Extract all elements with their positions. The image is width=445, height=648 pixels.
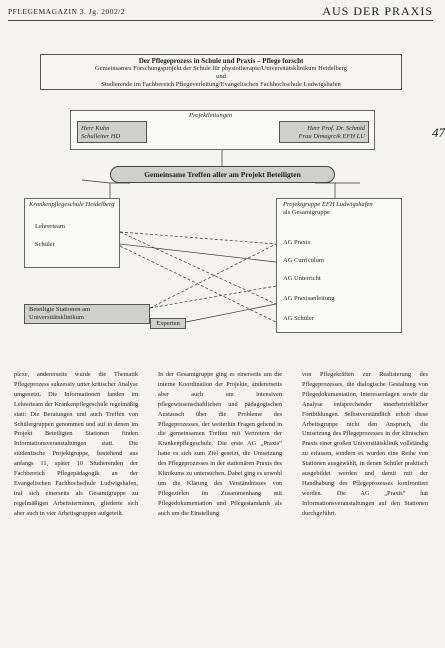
central-meeting-box: Gemeinsame Treffen aller am Projekt Beteiligten <box>110 166 335 183</box>
section-header: AUS DER PRAXIS <box>322 4 433 18</box>
column-3-text: von Pflegekräften zur Realisierung des Pflegeprozesses, die dialogische Gestaltung von Pflegedokumentation, Interessenlagen sowie die Analyse entsprechender innerbetrieblicher Fortbildungen. Selbstverständlich erhob diese Arbeitsgruppe nicht den Anspruch, die Umsetzung des Pflegeprozesses in der klinischen Praxis einer großen Universitätsklinik vollständig zu erfassen, sondern es wurden eine Reihe von Stationen ausgewählt, in denen Schüler praktisch ausgebildet werden und damit mit der Handhabung des Pflegeprozesses konfrontiert werden. Die AG „Praxis“ hat Informationsveranstaltungen auf den Stationen durchgeführt. <box>302 371 428 517</box>
ag-praxisanleitung-label: AG Praxisanleitung <box>283 295 335 302</box>
text-column-1 <box>14 370 138 640</box>
diagram-subtitle-2: Studierende im Fachbereich Pflegeverleitung/Evangelischen Fachhochschule Ludwigshafen <box>101 81 341 88</box>
diagram-title: Der Pflegeprozess in Schule und Praxis – Pflege forscht <box>138 57 304 65</box>
ag-schueler-label: AG Schüler <box>283 315 314 322</box>
nursing-school-title: Krankenpflegeschule Heidelberg <box>29 201 115 208</box>
column-2-text: In der Gesamtgruppe ging es einerseits um die interne Koordination der Projekte, andererseits aber auch um intensiven pflegewissenschaftlichen und pädagogischen Austausch über die Probleme des Pflegeprozesses, der weiterhin Fragen gehend in die gemeinsamen Treffen mit Vertretern der Krankenpflegeschule. Die erste AG „Praxis“ hatte es sich zum Ziel gesetzt, die Umsetzung des Pflegeprozesses in der stationären Praxis des Klinikums zu untersuchen. Dabei ging es sowohl um die Klärung des Verständnisses von Pflegezielen im Zusammenhang mit Pflegedokumentation und Pflegestandards als auch um die Einstellung <box>158 371 282 517</box>
ag-unterricht-label: AG Unterricht <box>283 275 321 282</box>
ag-curriculum-label: AG Curriculum <box>283 257 324 264</box>
diagram-subtitle-and: und <box>216 73 226 80</box>
lead-left-name: Herr Kuhn <box>81 125 110 132</box>
teacher-team-label: Lehrerteam <box>35 223 65 230</box>
ag-praxis-label: AG Praxis <box>283 239 311 246</box>
lead-right-box <box>279 121 369 143</box>
project-group-subtitle: als Gesamtgruppe <box>283 209 330 216</box>
page-number: 47 <box>432 125 445 140</box>
students-label: Schüler <box>35 241 55 248</box>
diagram-subtitle: Gemeinsames Forschungsprojekt der Schule für physiotherapie/Universitätsklinikum Heidelberg <box>95 65 347 72</box>
project-leads-box <box>70 110 375 150</box>
clinic-stations-line-2: Universitätsklinikum <box>29 314 84 321</box>
clinic-stations-line-1: Beteiligte Stationen am <box>29 306 91 313</box>
column-1-text: plexe, andererseits wurde die Thematik Pflegeprozess sukzessiv unter kritischer Analyse umgesetzt. Die Informationen fanden im Lehrerteam der Krankenpflegeschule regelmäßig statt: Die Beratungen und auch Treffen von Schülergruppen genommen und auf in denen im Projekt Beteiligten Stationen finden Informationsveranstaltungen statt. Die studentische Projektgruppe, bestehend aus anfangs 11, später 10 Studierenden der Fachbereich Pflegepädagogik an der Evangelischen Fachhochschule Ludwigshafen, traf sich einerseits als Gesamtgruppe zu regelmäßigen Arbeitsterminen, gliederte sich aber auch in vier Arbeitsgruppen aufgeteilt. <box>14 371 138 517</box>
journal-header: PFLEGEMAGAZIN 3. Jg. 2002/2 <box>8 7 126 16</box>
lead-left-box <box>77 121 147 143</box>
project-group-box <box>276 198 402 333</box>
lead-right-name: Herr Prof. Dr. Schmid <box>307 125 365 132</box>
lead-left-role: Schulleiter HD <box>81 133 121 140</box>
text-column-2 <box>158 370 282 640</box>
lead-right-role: Frau Dimagrcik EFH LU <box>298 133 365 140</box>
nursing-school-box <box>24 198 120 268</box>
experts-box: Experten <box>150 318 186 329</box>
text-column-3 <box>302 370 428 640</box>
clinic-stations-box <box>24 304 150 324</box>
project-group-title: Projektgruppe EFH Ludwigshafen <box>283 201 373 208</box>
project-leads-label: Projektleitungen <box>189 112 233 119</box>
